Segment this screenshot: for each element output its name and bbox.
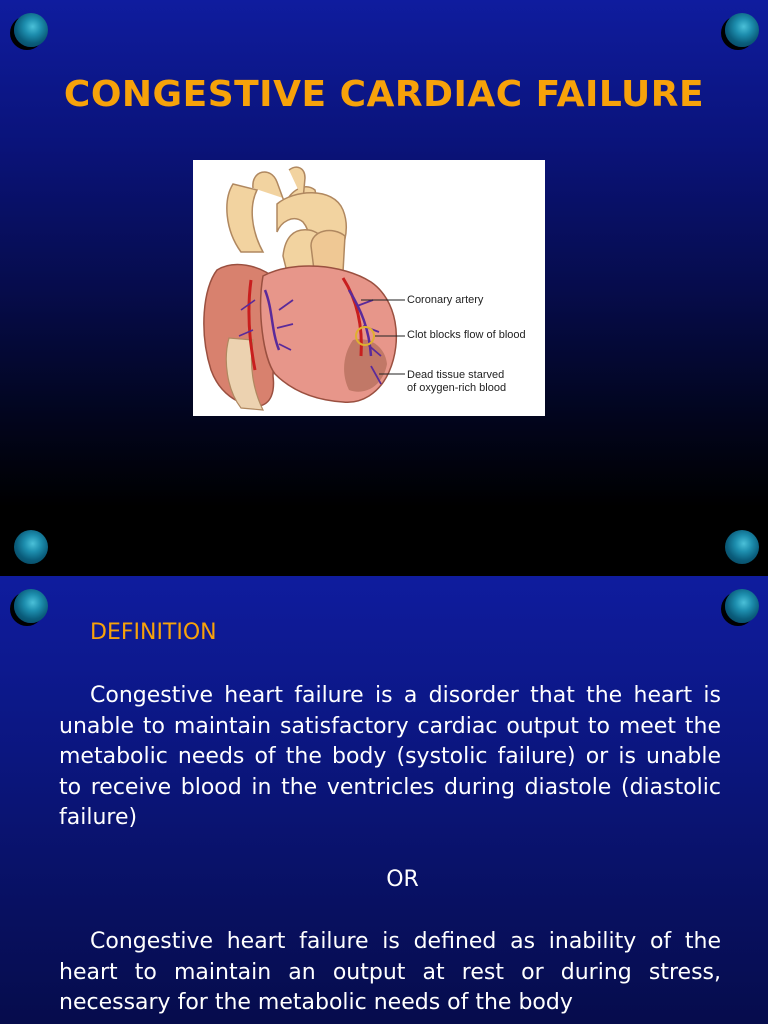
heart-illustration [193, 160, 545, 416]
corner-bullet-icon [725, 589, 759, 623]
label-dead-tissue-1: Dead tissue starved [407, 369, 505, 381]
corner-bullet-icon [725, 13, 759, 47]
slide-title: CONGESTIVE CARDIAC FAILURE [63, 74, 705, 115]
corner-bullet-icon [14, 530, 48, 564]
label-coronary-artery: Coronary artery [407, 294, 484, 306]
corner-bullet-icon [725, 530, 759, 564]
label-dead-tissue-2: of oxygen-rich blood [407, 382, 507, 394]
label-clot: Clot blocks flow of blood [407, 329, 526, 341]
or-separator: OR [386, 867, 419, 892]
corner-bullet-icon [14, 13, 48, 47]
section-heading: DEFINITION [90, 620, 217, 645]
corner-bullet-icon [14, 589, 48, 623]
definition-paragraph-2: Congestive heart failure is defined as inability of the heart to maintain an output at rest or during stress, necessary for the metabolic needs of the body [59, 929, 721, 1015]
definition-paragraph-1: Congestive heart failure is a disorder that the heart is unable to maintain satisfactory cardiac output to meet the metabolic needs of the body (systolic failure) or is unable to receive blood in the ventricles during diastole (diastolic failure) [59, 683, 721, 830]
